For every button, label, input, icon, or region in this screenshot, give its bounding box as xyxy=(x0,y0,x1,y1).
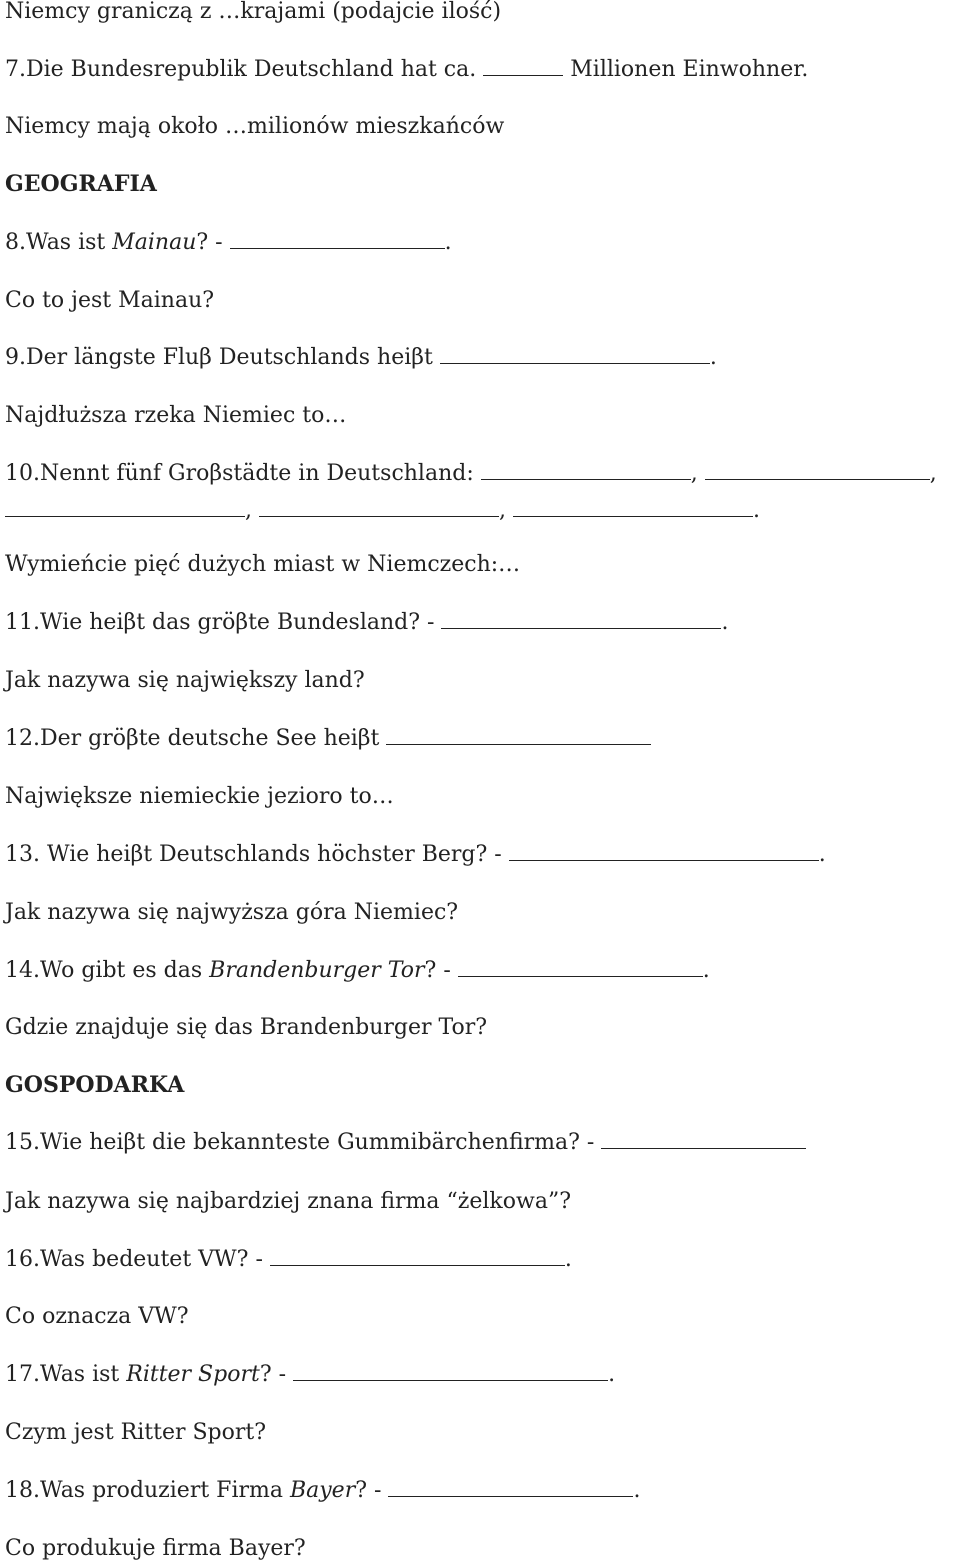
question-17: 17.Was ist Ritter Sport? - . xyxy=(5,1362,616,1387)
question-18-polish: Co produkuje firma Bayer? xyxy=(5,1536,306,1561)
answer-blank[interactable] xyxy=(481,478,691,480)
question-7-polish: Niemcy mają około …milionów mieszkańców xyxy=(5,114,505,139)
section-heading-geografia: GEOGRAFIA xyxy=(5,171,157,197)
question-10-polish: Wymieńcie pięć dużych miast w Niemczech:… xyxy=(5,552,521,577)
question-17-polish: Czym jest Ritter Sport? xyxy=(5,1420,267,1445)
answer-blank[interactable] xyxy=(230,247,445,249)
question-7: 7.Die Bundesrepublik Deutschland hat ca. Millionen Einwohner. xyxy=(5,57,809,82)
question-13-polish: Jak nazywa się najwyższa góra Niemiec? xyxy=(5,900,459,925)
answer-blank[interactable] xyxy=(705,478,930,480)
question-16-polish: Co oznacza VW? xyxy=(5,1304,189,1329)
question-15: 15.Wie heiβt die bekannteste Gummibärchenfirma? - xyxy=(5,1129,806,1157)
answer-blank[interactable] xyxy=(386,743,651,745)
question-11: 11.Wie heiβt das gröβte Bundesland? - . xyxy=(5,610,729,635)
answer-blank[interactable] xyxy=(441,627,721,629)
question-11-polish: Jak nazywa się największy land? xyxy=(5,668,365,693)
question-12: 12.Der gröβte deutsche See heiβt xyxy=(5,725,651,753)
answer-blank[interactable] xyxy=(440,362,710,364)
answer-blank[interactable] xyxy=(513,515,753,517)
question-9-polish: Najdłuższa rzeka Niemiec to… xyxy=(5,403,347,428)
answer-blank[interactable] xyxy=(293,1379,608,1381)
question-8: 8.Was ist Mainau? - . xyxy=(5,230,452,255)
question-12-polish: Największe niemieckie jezioro to… xyxy=(5,784,394,809)
answer-blank[interactable] xyxy=(5,515,245,517)
question-14-polish: Gdzie znajduje się das Brandenburger Tor? xyxy=(5,1015,488,1040)
answer-blank[interactable] xyxy=(270,1264,565,1266)
answer-blank[interactable] xyxy=(483,74,563,76)
answer-blank[interactable] xyxy=(601,1147,806,1149)
question-10: 10.Nennt fünf Groβstädte in Deutschland: , , xyxy=(5,461,937,486)
question-14: 14.Wo gibt es das Brandenburger Tor? - . xyxy=(5,958,710,983)
question-10-continued: , , . xyxy=(5,497,760,525)
question-18: 18.Was produziert Firma Bayer? - . xyxy=(5,1478,641,1503)
answer-blank[interactable] xyxy=(388,1495,633,1497)
answer-blank[interactable] xyxy=(509,859,819,861)
question-13: 13. Wie heiβt Deutschlands höchster Berg? - . xyxy=(5,842,826,867)
question-15-polish: Jak nazywa się najbardziej znana firma “żelkowa”? xyxy=(5,1189,571,1214)
question-9: 9.Der längste Fluβ Deutschlands heiβt . xyxy=(5,345,717,370)
section-heading-gospodarka: GOSPODARKA xyxy=(5,1072,185,1098)
question-16: 16.Was bedeutet VW? - . xyxy=(5,1247,572,1272)
question-8-polish: Co to jest Mainau? xyxy=(5,288,215,313)
answer-blank[interactable] xyxy=(259,515,499,517)
answer-blank[interactable] xyxy=(458,975,703,977)
question-6-polish: Niemcy graniczą z …krajami (podajcie ilość) xyxy=(5,0,502,24)
